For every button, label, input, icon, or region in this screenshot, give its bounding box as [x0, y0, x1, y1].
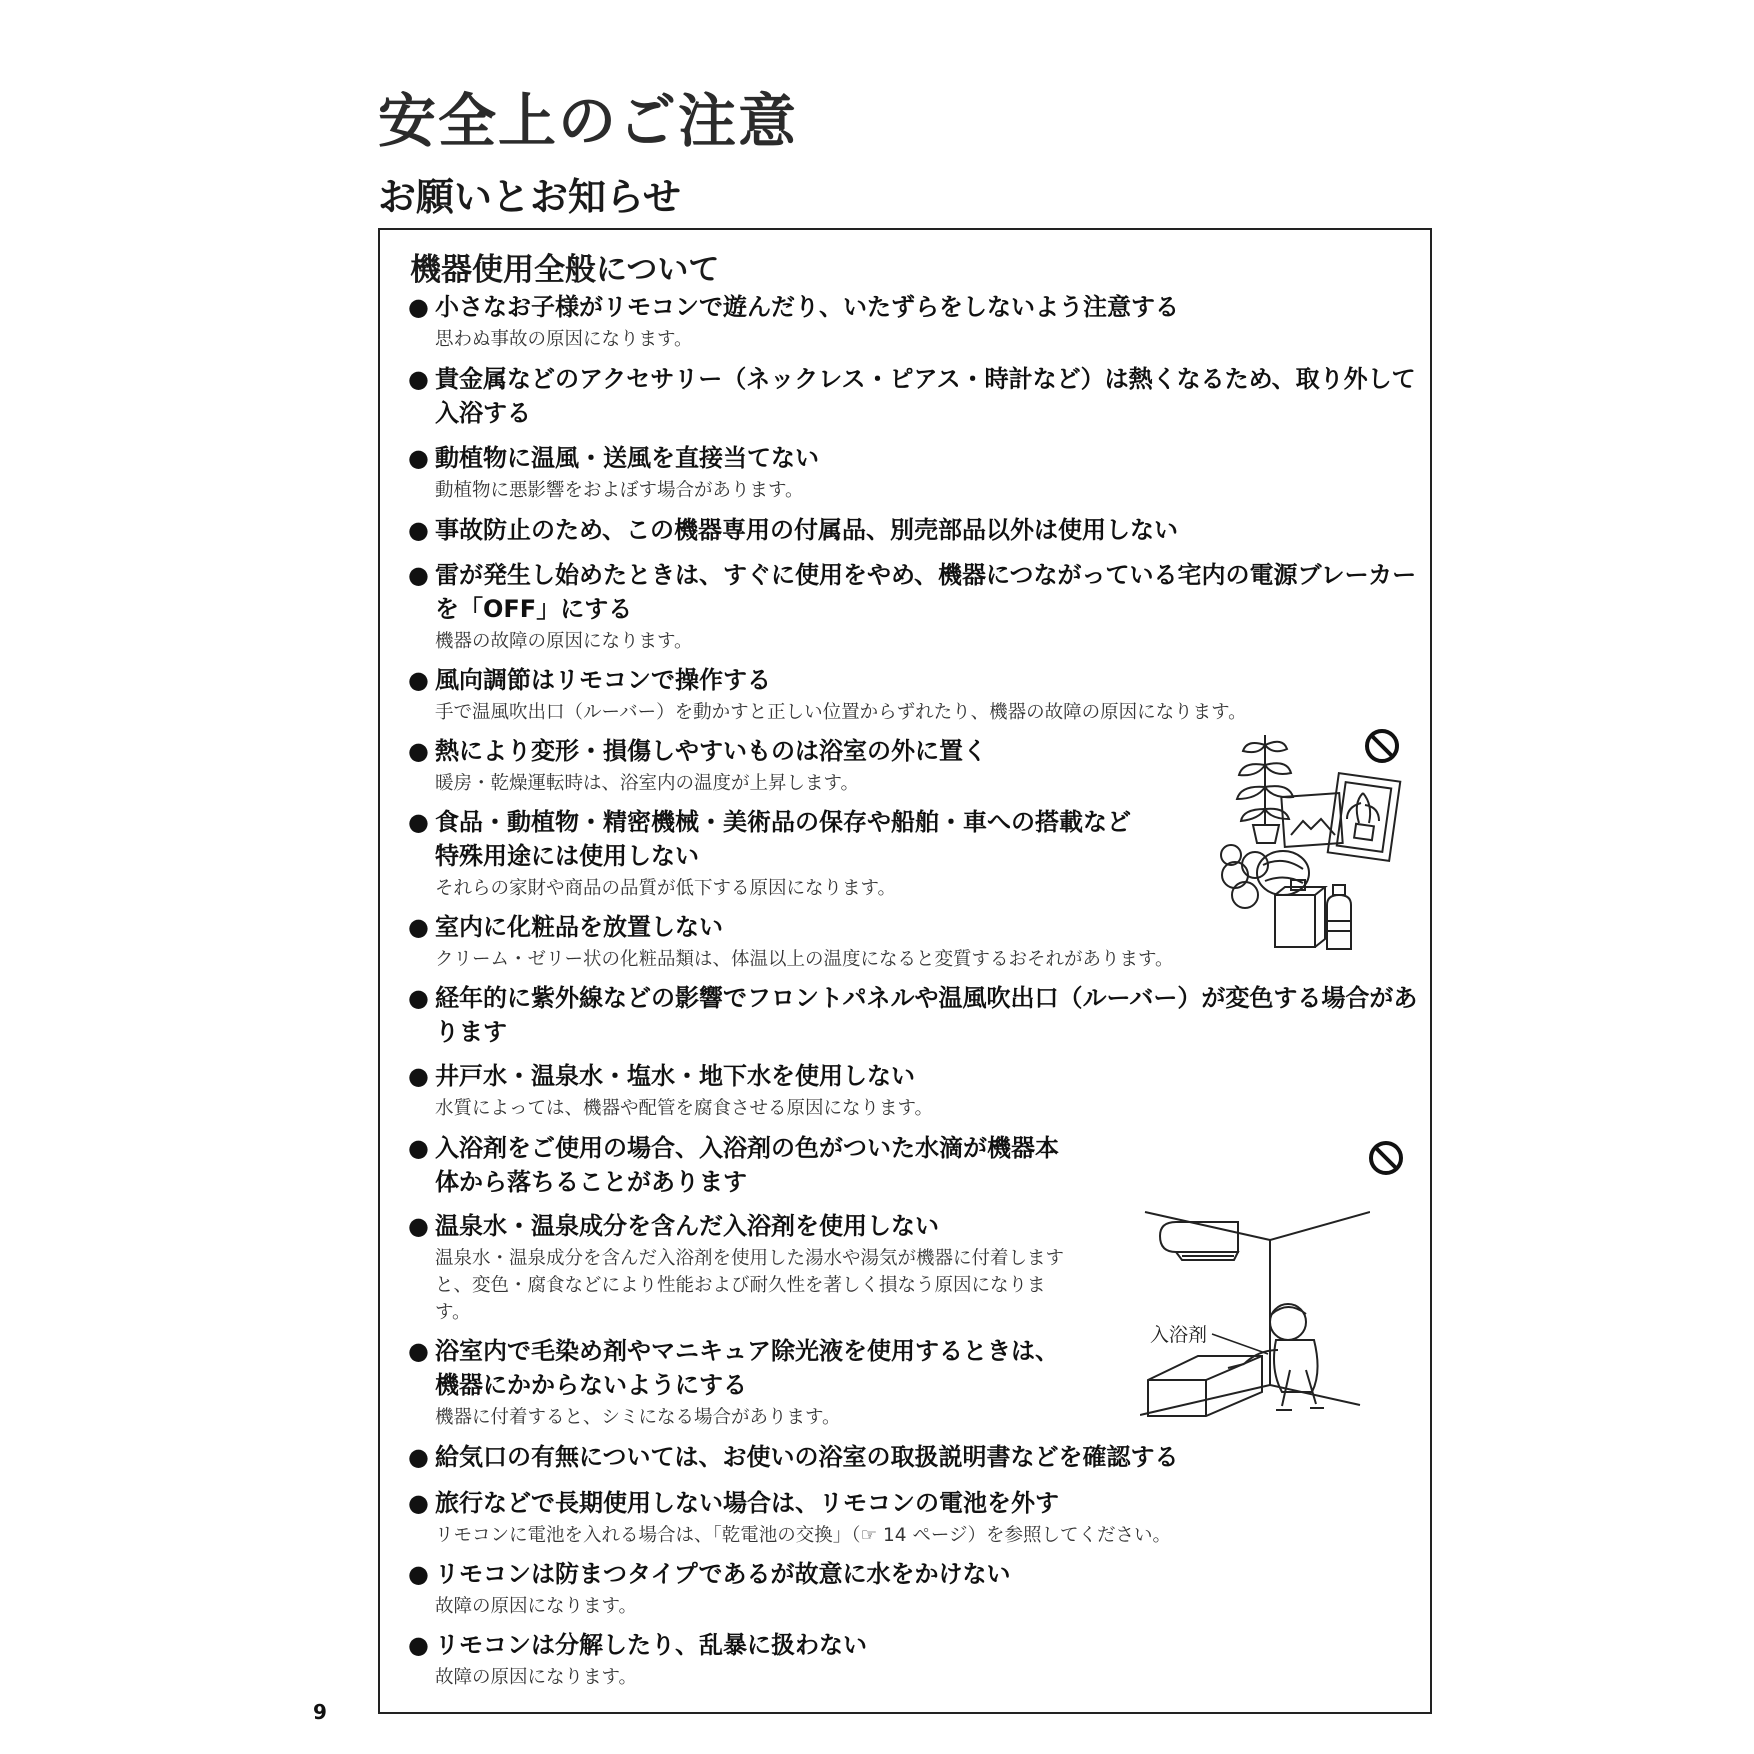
- item-title: 事故防止のため、この機器専用の付属品、別売部品以外は使用しない: [435, 516, 1179, 544]
- bullet: ●: [408, 1443, 429, 1471]
- notice-item: [408, 1557, 1428, 1620]
- bullet: ●: [408, 808, 429, 836]
- bullet: ●: [408, 1337, 429, 1365]
- item-title: リモコンは防まつタイプであるが故意に水をかけない: [435, 1560, 1011, 1588]
- item-note: 手で温風吹出口（ルーバー）を動かすと正しい位置からずれたり、機器の故障の原因になります。: [435, 702, 1247, 723]
- item-note: それらの家財や商品の品質が低下する原因になります。: [435, 878, 897, 899]
- prohibition-icon: [1368, 1140, 1404, 1180]
- item-title: 入浴剤をご使用の場合、入浴剤の色がついた水滴が機器本体から落ちることがあります: [435, 1134, 1059, 1196]
- notice-item: [408, 1440, 1428, 1474]
- notice-item: [408, 1486, 1428, 1549]
- item-title: 井戸水・温泉水・塩水・地下水を使用しない: [435, 1062, 915, 1090]
- bullet: ●: [408, 516, 429, 544]
- item-title: 室内に化粧品を放置しない: [435, 913, 723, 941]
- notice-item: [408, 1131, 1068, 1199]
- bullet: ●: [408, 561, 429, 589]
- item-note: 故障の原因になります。: [435, 1596, 638, 1617]
- notice-item: [408, 805, 1148, 902]
- bullet: ●: [408, 1212, 429, 1240]
- notice-item: [408, 513, 1428, 547]
- item-title: 浴室内で毛染め剤やマニキュア除光液を使用するときは、機器にかからないようにする: [435, 1337, 1059, 1399]
- notice-item: [408, 663, 1428, 726]
- item-title: 雷が発生し始めたときは、すぐに使用をやめ、機器につながっている宅内の電源ブレーカーを「OFF」にする: [435, 561, 1417, 623]
- item-title: 熱により変形・損傷しやすいものは浴室の外に置く: [435, 737, 987, 765]
- notice-item: [408, 734, 1168, 797]
- notice-item: [408, 981, 1428, 1049]
- notice-item: [408, 558, 1428, 655]
- illustration-caption: 入浴剤: [1150, 1324, 1208, 1346]
- notice-item: [408, 362, 1428, 430]
- bullet: ●: [408, 1489, 429, 1517]
- bullet: ●: [408, 984, 429, 1012]
- item-note: リモコンに電池を入れる場合は、「乾電池の交換」（☞ 14 ページ）を参照してください。: [435, 1525, 1172, 1546]
- item-note: 故障の原因になります。: [435, 1667, 638, 1688]
- item-note: 水質によっては、機器や配管を腐食させる原因になります。: [435, 1098, 934, 1119]
- section-heading: 機器使用全般について: [410, 252, 720, 288]
- bullet: ●: [408, 444, 429, 472]
- item-note: クリーム・ゼリー状の化粧品類は、体温以上の温度になると変質するおそれがあります。: [435, 949, 1174, 970]
- page-title: 安全上のご注意: [378, 87, 799, 155]
- item-note: 思わぬ事故の原因になります。: [435, 329, 693, 350]
- item-note: 機器の故障の原因になります。: [435, 631, 693, 652]
- notice-item: [408, 290, 1428, 353]
- item-title: 貴金属などのアクセサリー（ネックレス・ピアス・時計など）は熱くなるため、取り外して入浴する: [435, 365, 1416, 427]
- item-note: 温泉水・温泉成分を含んだ入浴剤を使用した湯水や湯気が機器に付着しますと、変色・腐食などにより性能および耐久性を著しく損なう原因になります。: [435, 1248, 1065, 1323]
- item-title: リモコンは分解したり、乱暴に扱わない: [435, 1631, 867, 1659]
- bullet: ●: [408, 1062, 429, 1090]
- item-title: 経年的に紫外線などの影響でフロントパネルや温風吹出口（ルーバー）が変色する場合があります: [435, 984, 1418, 1046]
- household-items-illustration: [1215, 725, 1405, 954]
- page-subtitle: お願いとお知らせ: [378, 175, 681, 219]
- bullet: ●: [408, 913, 429, 941]
- item-note: 動植物に悪影響をおよぼす場合があります。: [435, 480, 804, 501]
- bullet: ●: [408, 666, 429, 694]
- caption-leader-line: [1210, 1330, 1270, 1360]
- page-number: 9: [313, 1700, 327, 1724]
- bullet: ●: [408, 1560, 429, 1588]
- notice-item: [408, 1059, 1428, 1122]
- bullet: ●: [408, 365, 429, 393]
- notice-item: [408, 441, 1428, 504]
- item-title: 給気口の有無については、お使いの浴室の取扱説明書などを確認する: [435, 1443, 1179, 1471]
- item-title: 食品・動植物・精密機械・美術品の保存や船舶・車への搭載など特殊用途には使用しない: [435, 808, 1131, 870]
- item-title: 風向調節はリモコンで操作する: [435, 666, 771, 694]
- item-title: 旅行などで長期使用しない場合は、リモコンの電池を外す: [435, 1489, 1059, 1517]
- notice-item: [408, 1628, 1428, 1691]
- item-title: 温泉水・温泉成分を含んだ入浴剤を使用しない: [435, 1212, 939, 1240]
- notice-item: [408, 1334, 1068, 1431]
- bullet: ●: [408, 293, 429, 321]
- item-title: 動植物に温風・送風を直接当てない: [435, 444, 819, 472]
- bullet: ●: [408, 737, 429, 765]
- bullet: ●: [408, 1134, 429, 1162]
- notice-item: [408, 1209, 1068, 1326]
- item-title: 小さなお子様がリモコンで遊んだり、いたずらをしないよう注意する: [435, 293, 1179, 321]
- bullet: ●: [408, 1631, 429, 1659]
- item-note: 暖房・乾燥運転時は、浴室内の温度が上昇します。: [435, 773, 860, 794]
- item-note: 機器に付着すると、シミになる場合があります。: [435, 1407, 841, 1428]
